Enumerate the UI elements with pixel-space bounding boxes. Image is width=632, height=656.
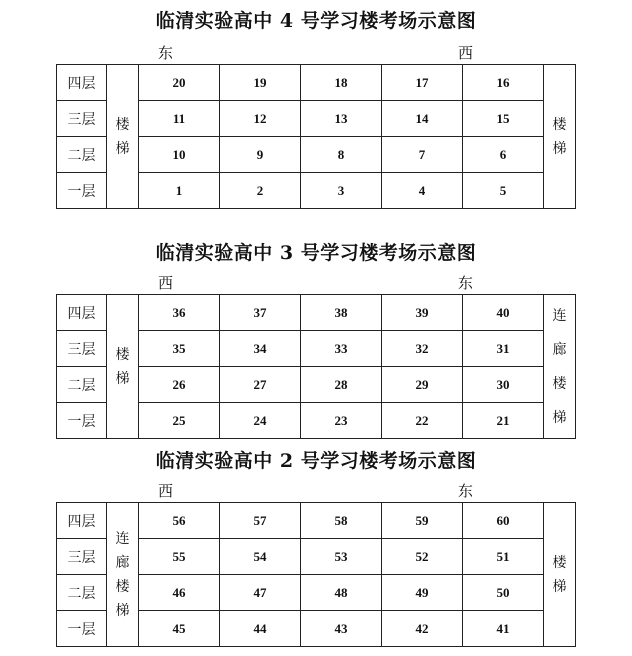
- right-side-char: 梯: [552, 140, 567, 157]
- left-stairs-cell: [107, 295, 139, 439]
- building-3-floor-grid: [56, 294, 576, 439]
- exam-room-cell: 34: [220, 331, 301, 367]
- exam-room-cell: 6: [463, 137, 544, 173]
- right-corridor-stairs-cell: [544, 295, 576, 439]
- left-side-char: 廊: [115, 554, 130, 571]
- exam-room-cell: 38: [301, 295, 382, 331]
- building-4-floor-grid: [56, 64, 576, 209]
- exam-room-cell: 30: [463, 367, 544, 403]
- floor-label: 四层: [57, 503, 107, 539]
- left-side-char: 梯: [115, 602, 130, 619]
- exam-room-cell: 28: [301, 367, 382, 403]
- exam-room-cell: 1: [139, 173, 220, 209]
- exam-room-cell: 13: [301, 101, 382, 137]
- building-2-title: 临清实验高中 2 号学习楼考场示意图: [155, 450, 477, 472]
- floor-label: 二层: [57, 137, 107, 173]
- exam-room-cell: 47: [220, 575, 301, 611]
- exam-room-cell: 3: [301, 173, 382, 209]
- exam-room-cell: 2: [220, 173, 301, 209]
- left-side-char: 梯: [115, 140, 130, 157]
- exam-room-cell: 54: [220, 539, 301, 575]
- exam-room-cell: 57: [220, 503, 301, 539]
- right-side-char: 连: [552, 307, 567, 324]
- exam-room-cell: 21: [463, 403, 544, 439]
- exam-room-cell: 49: [382, 575, 463, 611]
- left-side-char: 楼: [115, 578, 130, 595]
- exam-room-cell: 18: [301, 65, 382, 101]
- exam-room-cell: 5: [463, 173, 544, 209]
- exam-room-cell: 35: [139, 331, 220, 367]
- exam-room-cell: 10: [139, 137, 220, 173]
- exam-room-cell: 43: [301, 611, 382, 647]
- exam-room-cell: 44: [220, 611, 301, 647]
- floor-label: 三层: [57, 331, 107, 367]
- floor-label: 四层: [57, 295, 107, 331]
- left-side-char: 楼: [115, 346, 130, 363]
- exam-room-cell: 36: [139, 295, 220, 331]
- exam-room-cell: 29: [382, 367, 463, 403]
- exam-room-cell: 58: [301, 503, 382, 539]
- exam-room-cell: 51: [463, 539, 544, 575]
- left-corridor-stairs-cell: [107, 503, 139, 647]
- exam-room-cell: 52: [382, 539, 463, 575]
- exam-room-cell: 12: [220, 101, 301, 137]
- exam-room-cell: 14: [382, 101, 463, 137]
- floor-row: [57, 295, 576, 331]
- exam-room-cell: 31: [463, 331, 544, 367]
- exam-room-cell: 23: [301, 403, 382, 439]
- right-side-char: 楼: [552, 375, 567, 392]
- building-3-title: 临清实验高中 3 号学习楼考场示意图: [155, 242, 477, 264]
- exam-room-cell: 4: [382, 173, 463, 209]
- exam-room-cell: 15: [463, 101, 544, 137]
- exam-room-cell: 56: [139, 503, 220, 539]
- exam-room-cell: 25: [139, 403, 220, 439]
- direction-left-label: 西: [158, 482, 174, 500]
- exam-room-cell: 17: [382, 65, 463, 101]
- right-stairs-cell: [544, 503, 576, 647]
- exam-room-cell: 7: [382, 137, 463, 173]
- direction-right-label: 东: [458, 274, 474, 292]
- building-4-title: 临清实验高中 4 号学习楼考场示意图: [155, 10, 477, 32]
- floor-label: 三层: [57, 539, 107, 575]
- floor-row: [57, 503, 576, 539]
- left-side-char: 梯: [115, 370, 130, 387]
- exam-room-cell: 20: [139, 65, 220, 101]
- left-side-char: 连: [115, 530, 130, 547]
- left-side-char: 楼: [115, 116, 130, 133]
- exam-room-cell: 48: [301, 575, 382, 611]
- floor-label: 一层: [57, 403, 107, 439]
- exam-room-cell: 26: [139, 367, 220, 403]
- exam-room-cell: 8: [301, 137, 382, 173]
- exam-room-cell: 41: [463, 611, 544, 647]
- direction-left-label: 东: [158, 44, 174, 62]
- floor-label: 二层: [57, 367, 107, 403]
- right-side-char: 廊: [552, 341, 567, 358]
- floor-row: [57, 65, 576, 101]
- exam-room-cell: 50: [463, 575, 544, 611]
- right-stairs-cell: [544, 65, 576, 209]
- left-stairs-cell: [107, 65, 139, 209]
- exam-room-cell: 22: [382, 403, 463, 439]
- exam-room-cell: 39: [382, 295, 463, 331]
- exam-room-cell: 9: [220, 137, 301, 173]
- exam-room-cell: 53: [301, 539, 382, 575]
- exam-room-cell: 55: [139, 539, 220, 575]
- building-2-floor-grid: [56, 502, 576, 647]
- exam-room-cell: 40: [463, 295, 544, 331]
- right-side-char: 梯: [552, 578, 567, 595]
- exam-room-cell: 42: [382, 611, 463, 647]
- exam-room-cell: 16: [463, 65, 544, 101]
- exam-room-cell: 27: [220, 367, 301, 403]
- exam-room-cell: 60: [463, 503, 544, 539]
- right-side-char: 楼: [552, 554, 567, 571]
- direction-right-label: 东: [458, 482, 474, 500]
- floor-label: 四层: [57, 65, 107, 101]
- floor-label: 二层: [57, 575, 107, 611]
- exam-room-cell: 19: [220, 65, 301, 101]
- exam-room-cell: 46: [139, 575, 220, 611]
- floor-label: 一层: [57, 173, 107, 209]
- direction-right-label: 西: [458, 44, 474, 62]
- exam-room-cell: 33: [301, 331, 382, 367]
- exam-room-cell: 59: [382, 503, 463, 539]
- right-side-char: 梯: [552, 409, 567, 426]
- exam-room-cell: 32: [382, 331, 463, 367]
- exam-room-cell: 37: [220, 295, 301, 331]
- direction-left-label: 西: [158, 274, 174, 292]
- floor-label: 三层: [57, 101, 107, 137]
- exam-room-cell: 24: [220, 403, 301, 439]
- exam-room-cell: 45: [139, 611, 220, 647]
- right-side-char: 楼: [552, 116, 567, 133]
- exam-room-cell: 11: [139, 101, 220, 137]
- floor-label: 一层: [57, 611, 107, 647]
